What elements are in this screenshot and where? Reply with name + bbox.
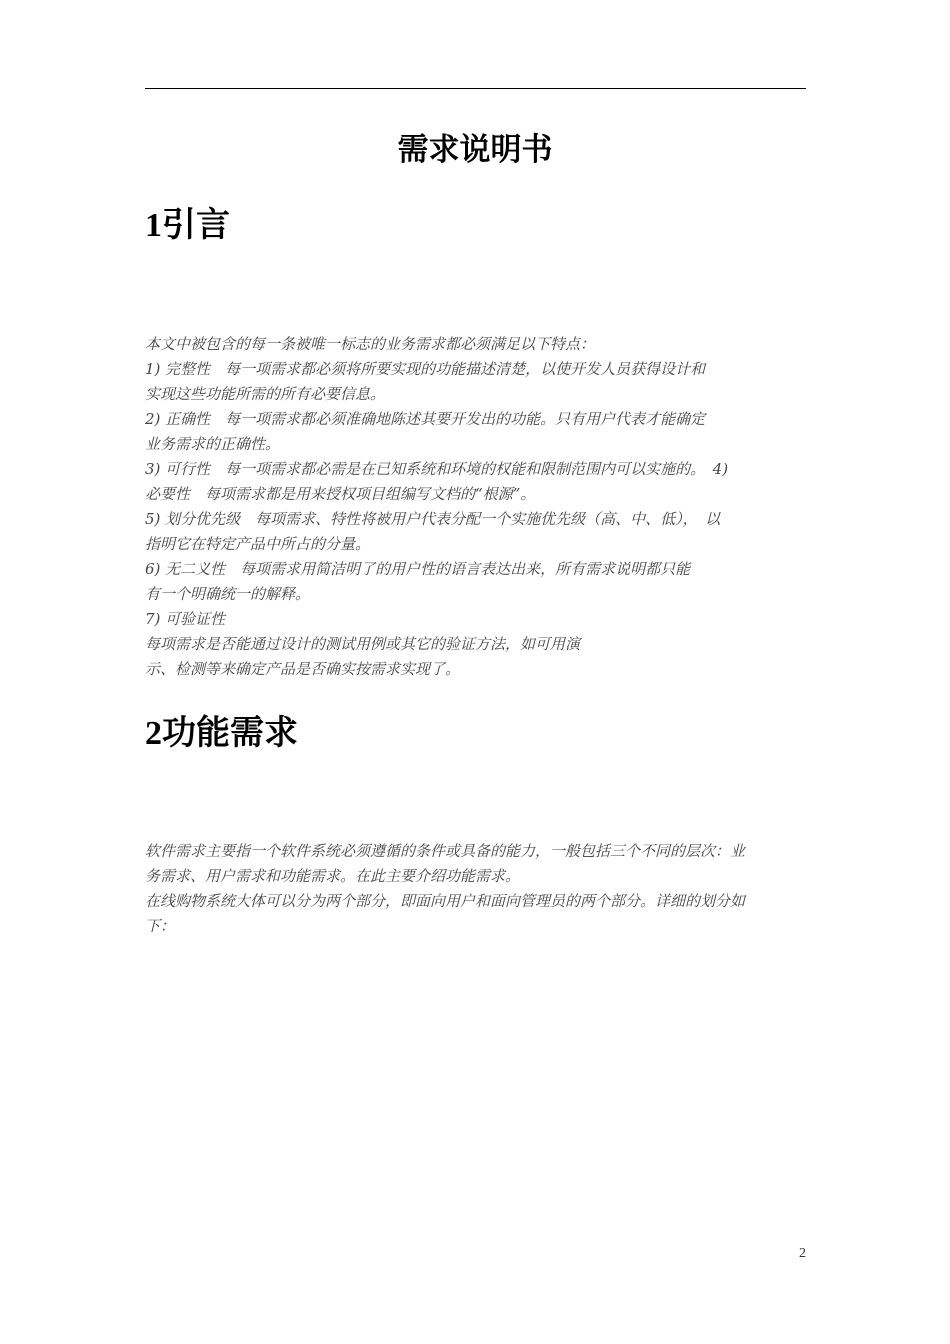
section-1-heading [145,202,230,249]
body-line: 软件需求主要指一个软件系统必须遵循的条件或具备的能力，一般包括三个不同的层次：业 [145,842,746,860]
body-line: 6) 无二义性 每项需求用简洁明了的用户性的语言表达出来，所有需求说明都只能 [145,560,691,578]
page-number: 2 [799,1246,806,1261]
body-line: 实现这些功能所需的所有必要信息。 [145,385,386,403]
header-rule [145,88,806,89]
body-line: 5) 划分优先级 每项需求、特性将被用户代表分配一个实施优先级（高、中、低）， 以 [145,510,721,528]
section-2-title: 功能需求 [162,713,298,753]
body-line: 指明它在特定产品中所占的分量。 [145,535,371,553]
section-2-heading [145,710,298,757]
body-line: 示、检测等来确定产品是否确实按需求实现了。 [145,660,461,678]
body-line: 3) 可行性 每一项需求都必需是在已知系统和环境的权能和限制范围内可以实施的。 4) [145,460,729,478]
body-line: 有一个明确统一的解释。 [145,585,311,603]
section-1-number: 1 [145,207,162,244]
body-line: 下： [145,917,176,935]
section-2-body [145,839,817,939]
document-title: 需求说明书 [397,132,553,168]
body-line: 2) 正确性 每一项需求都必须准确地陈述其要开发出的功能。只有用户代表才能确定 [145,410,706,428]
section-2-number: 2 [145,715,162,752]
body-line: 务需求、用户需求和功能需求。在此主要介绍功能需求。 [145,867,521,885]
body-line: 必要性 每项需求都是用来授权项目组编写文档的“根源”。 [145,485,536,503]
body-line: 业务需求的正确性。 [145,435,281,453]
body-line: 在线购物系统大体可以分为两个部分，即面向用户和面向管理员的两个部分。详细的划分如 [145,892,746,910]
body-line: 7) 可验证性 [145,610,226,628]
body-line: 1) 完整性 每一项需求都必须将所要实现的功能描述清楚，以使开发人员获得设计和 [145,360,706,378]
body-line: 本文中被包含的每一条被唯一标志的业务需求都必须满足以下特点： [145,335,596,353]
section-1-title: 引言 [162,205,230,245]
body-line: 每项需求是否能通过设计的测试用例或其它的验证方法，如可用演 [145,635,581,653]
section-1-body [145,332,817,682]
